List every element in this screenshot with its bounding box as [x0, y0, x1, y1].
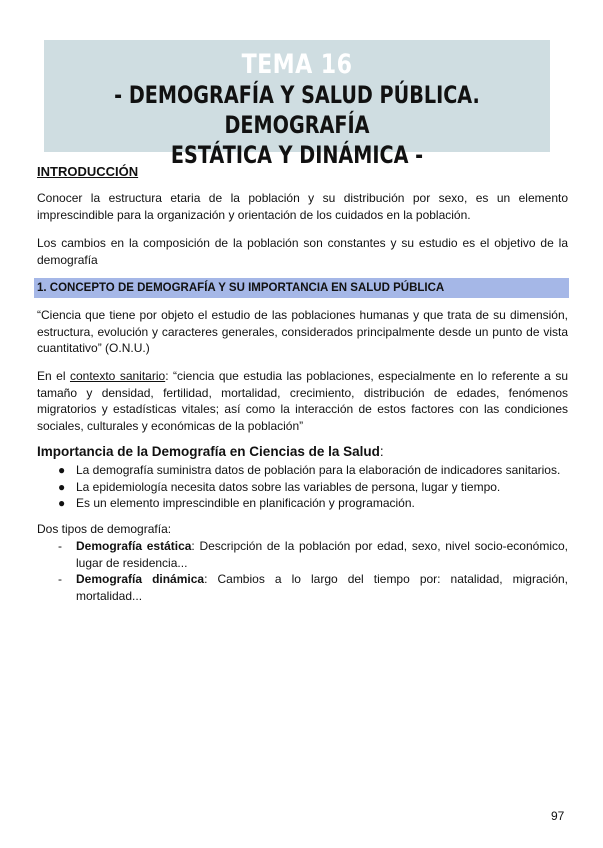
importance-heading — [37, 444, 384, 459]
list-item — [37, 462, 568, 479]
importance-heading-text: Importancia de la Demografía en Ciencias de la Salud — [37, 444, 380, 459]
tema-number: TEMA 16 — [241, 49, 353, 80]
list-item-text: La epidemiología necesita datos sobre las variables de persona, lugar y tiempo. — [76, 479, 501, 494]
list-item-text: Es un elemento imprescindible en planificación y programación. — [76, 496, 415, 510]
intro-heading: INTRODUCCIÓN — [37, 164, 139, 179]
type-term: Demografía estática — [76, 539, 192, 553]
type-description: : Descripción de la población por edad, sexo, nivel socio-económico, lugar de residencia... — [76, 539, 568, 570]
list-item — [37, 571, 568, 604]
intro-paragraph-1: Conocer la estructura etaria de la población y su distribución por sexo, es un elemento imprescindible para la organización y orientación de los cuidados en la población. — [37, 191, 568, 222]
list-item-text: La demografía suministra datos de población para la elaboración de indicadores sanitarios. — [76, 463, 561, 477]
list-item — [37, 538, 568, 571]
bullet-icon: ● — [58, 479, 66, 494]
dash-icon: - — [58, 539, 62, 553]
list-item — [37, 495, 568, 512]
context-definition: : “ciencia que estudia las poblaciones, especialmente en lo referente a su tamaño y densidad, fertilidad, mortalidad, crecimiento, distribución de edades, fenómenos migratorios y estadísticas vitales; así como la interacción de estos factores con las condiciones sociales, culturales y económicas de la población” — [37, 369, 568, 433]
type-description: : Cambios a lo largo del tiempo por: natalidad, migración, mortalidad... — [76, 572, 568, 603]
onu-definition-quote: “Ciencia que tiene por objeto el estudio de las poblaciones humanas y que trata de su dimensión, estructura, evolución y caracteres generales, considerados principalmente desde un punto de vista cuantitativo” (O.N.U.) — [37, 308, 568, 355]
importance-heading-colon: : — [379, 444, 384, 459]
context-sanitario-term: contexto sanitario — [69, 369, 166, 383]
title-line-2: ESTÁTICA Y DINÁMICA - — [170, 141, 424, 169]
context-prefix: En el — [37, 369, 70, 383]
importance-list — [37, 462, 568, 512]
demography-types-list — [37, 538, 568, 604]
type-term: Demografía dinámica — [76, 572, 205, 586]
bullet-icon: ● — [58, 496, 66, 510]
types-intro: Dos tipos de demografía: — [37, 522, 172, 536]
dash-icon: - — [58, 572, 62, 586]
intro-paragraph-2: Los cambios en la composición de la población son constantes y su estudio es el objetivo de la demografía — [37, 236, 568, 267]
bullet-icon: ● — [58, 463, 66, 477]
page-number: 97 — [551, 809, 565, 823]
title-line-1: - DEMOGRAFÍA Y SALUD PÚBLICA. DEMOGRAFÍA — [114, 81, 480, 139]
section-1-heading: 1. CONCEPTO DE DEMOGRAFÍA Y SU IMPORTANCIA EN SALUD PÚBLICA — [34, 278, 569, 298]
sanitary-context-paragraph — [37, 368, 568, 434]
title-banner — [44, 40, 550, 169]
list-item — [37, 479, 568, 496]
